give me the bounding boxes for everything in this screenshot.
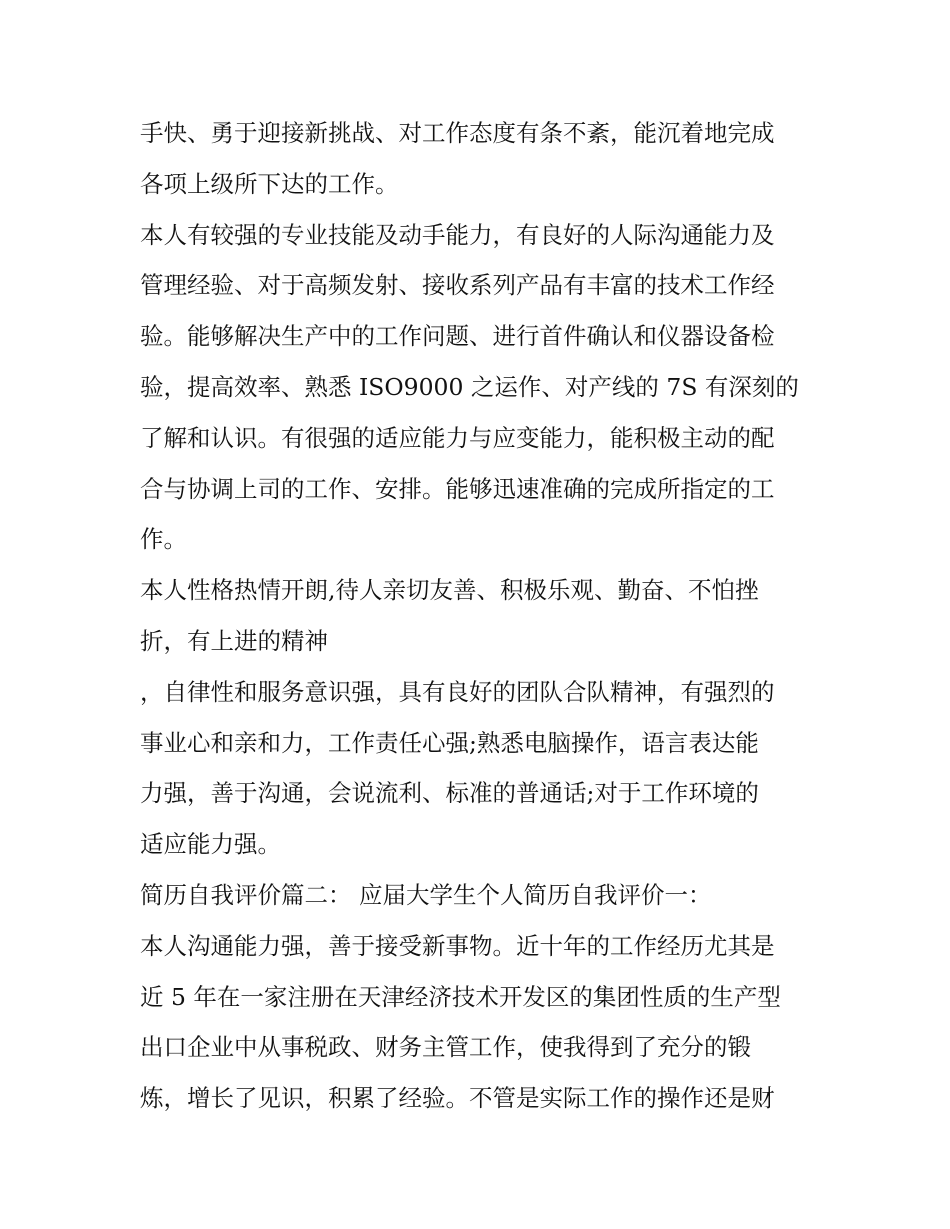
text-line: 本人沟通能力强，善于接受新事物。近十年的工作经历尤其是	[140, 931, 775, 960]
text-line: 适应能力强。	[140, 830, 281, 859]
text-line: 本人有较强的专业技能及动手能力，有良好的人际沟通能力及	[140, 220, 775, 249]
text-line: 验，提高效率、熟悉 ISO9000 之运作、对产线的 7S 有深刻的	[140, 372, 799, 401]
text-line: 力强，善于沟通，会说流利、标准的普通话;对于工作环境的	[140, 779, 759, 808]
section-heading: 简历自我评价篇二： 应届大学生个人简历自我评价一：	[140, 880, 712, 909]
text-line: 事业心和亲和力，工作责任心强;熟悉电脑操作，语言表达能	[140, 728, 759, 757]
text-line: 炼，增长了见识，积累了经验。不管是实际工作的操作还是财	[140, 1084, 775, 1113]
text-line: 本人性格热情开朗,待人亲切友善、积极乐观、勤奋、不怕挫	[140, 576, 759, 605]
text-line: 作。	[140, 525, 187, 554]
text-line: 各项上级所下达的工作。	[140, 169, 399, 198]
text-line: 出口企业中从事税政、财务主管工作，使我得到了充分的锻	[140, 1033, 751, 1062]
text-line: 验。能够解决生产中的工作问题、进行首件确认和仪器设备检	[140, 322, 775, 351]
text-line: 管理经验、对于高频发射、接收系列产品有丰富的技术工作经	[140, 271, 775, 300]
text-line: 手快、勇于迎接新挑战、对工作态度有条不紊，能沉着地完成	[140, 119, 775, 147]
text-line: ，自律性和服务意识强，具有良好的团队合队精神，有强烈的	[140, 677, 775, 706]
text-line: 近 5 年在一家注册在天津经济技术开发区的集团性质的生产型	[140, 982, 781, 1011]
text-line: 折，有上进的精神	[140, 626, 328, 655]
document-body-text	[140, 108, 820, 1124]
text-line: 了解和认识。有很强的适应能力与应变能力，能积极主动的配	[140, 423, 775, 452]
text-line: 合与协调上司的工作、安排。能够迅速准确的完成所指定的工	[140, 474, 775, 503]
